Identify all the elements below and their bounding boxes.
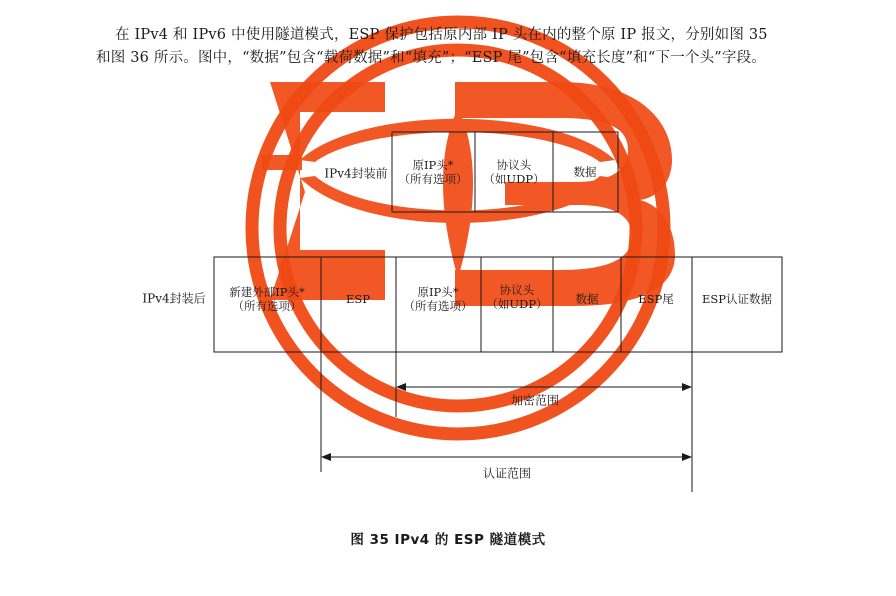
before-cell-orig-ip-header: 原IP头* （所有选项） — [398, 158, 468, 186]
before-cell-protocol-header: 协议头 （如UDP） — [483, 158, 545, 186]
after-cell-data: 数据 — [575, 292, 599, 306]
before-cell-data: 数据 — [573, 165, 597, 179]
auth-range-label: 认证范围 — [482, 466, 532, 481]
intro-paragraph-line-2: 和图 36 所示。图中，“数据”包含“载荷数据”和“填充”；“ESP 尾”包含“填充长度”和“下一个头”字段。 — [96, 50, 767, 66]
after-cell-esp-auth-data: ESP认证数据 — [701, 292, 773, 306]
after-row-title: IPv4封装后 — [142, 291, 206, 306]
after-cell-esp-trailer: ESP尾 — [638, 292, 674, 306]
figure-caption: 图 35 IPv4 的 ESP 隧道模式 — [350, 532, 546, 548]
before-row-title: IPv4封装前 — [324, 166, 388, 181]
encrypt-range-label: 加密范围 — [510, 393, 560, 408]
after-cell-protocol-header: 协议头 （如UDP） — [486, 283, 548, 311]
after-cell-orig-ip-header: 原IP头* （所有选项） — [403, 285, 473, 313]
after-cell-esp: ESP — [345, 292, 371, 306]
after-cell-new-outer-ip-header: 新建外部IP头* （所有选项） — [229, 285, 305, 313]
intro-paragraph-line-1: 在 IPv4 和 IPv6 中使用隧道模式，ESP 保护包括原内部 IP 头在内的整个原 IP 报文，分别如图 35 — [115, 27, 768, 43]
